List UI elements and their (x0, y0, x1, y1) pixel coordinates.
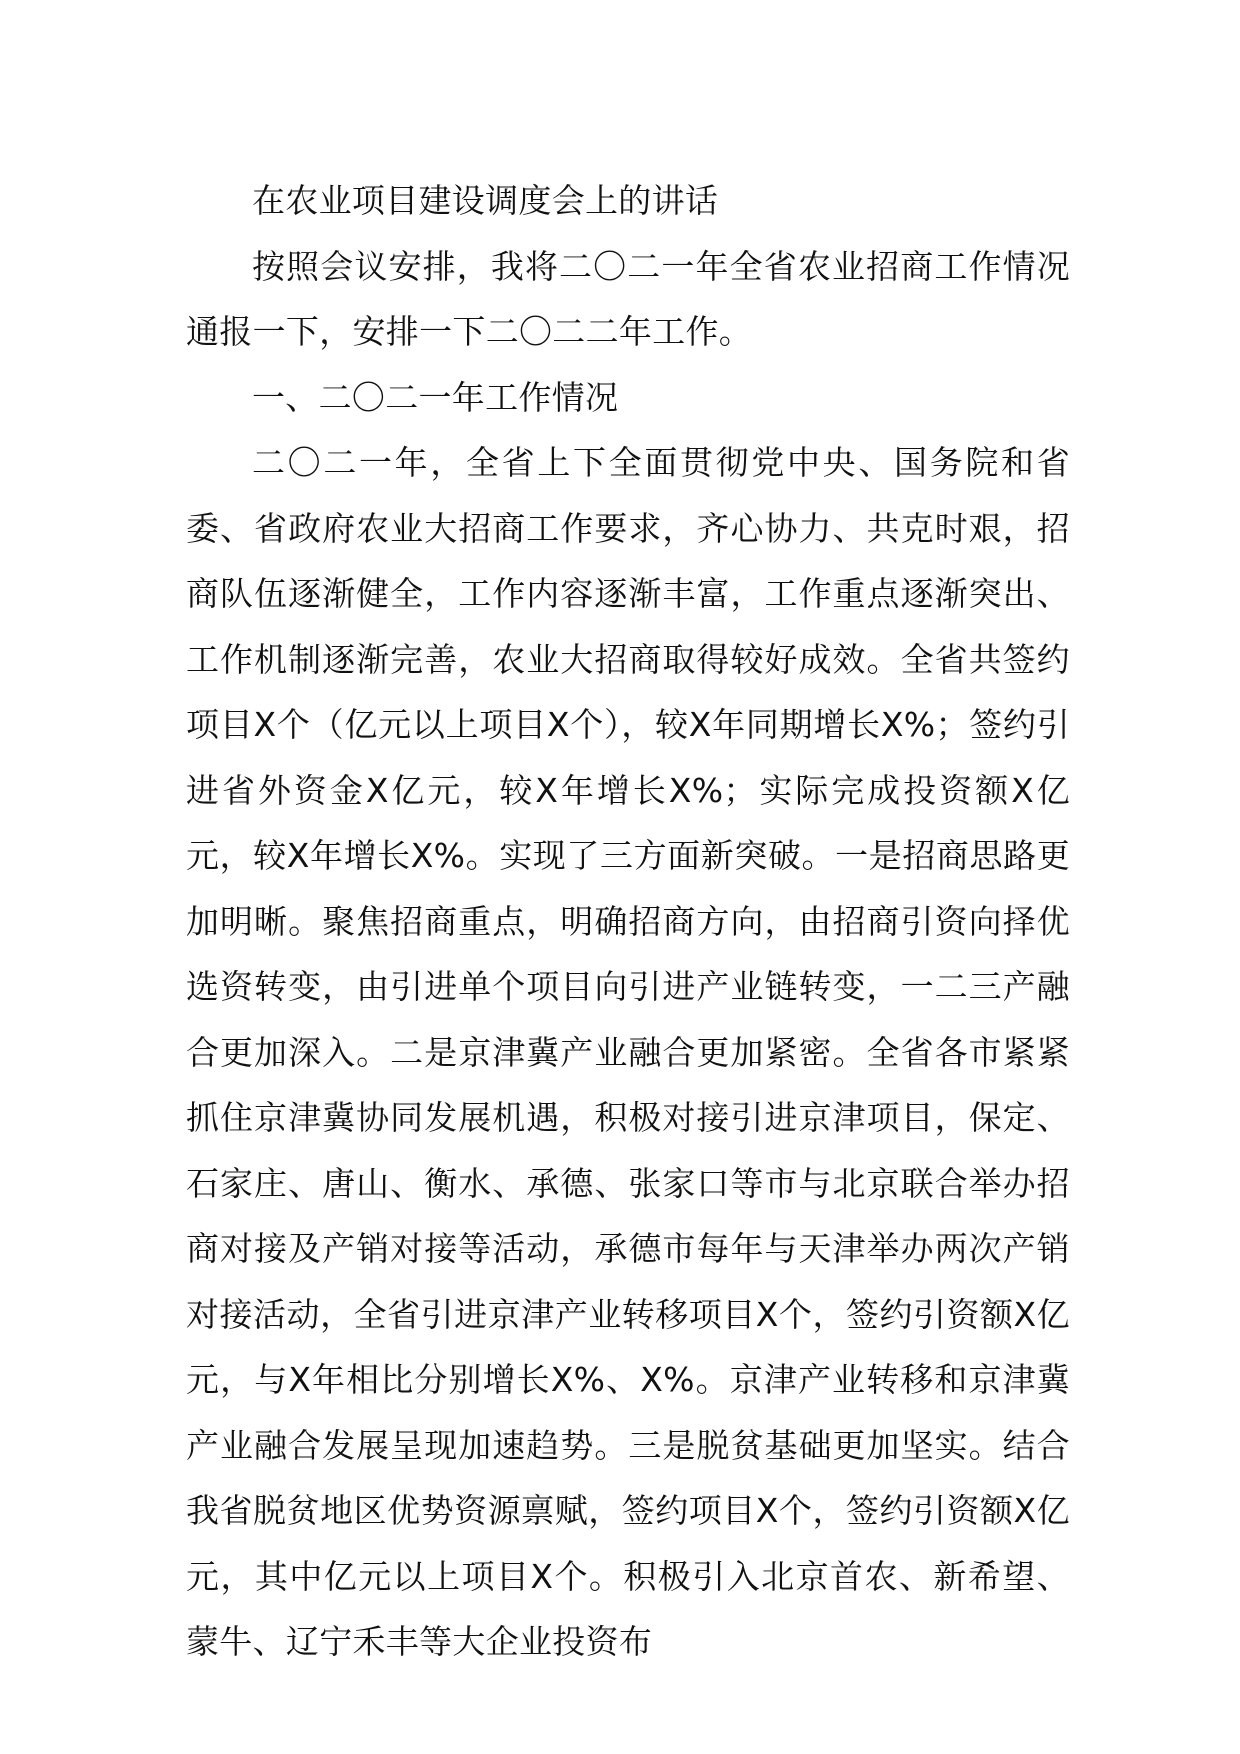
section-heading: 一、二〇二一年工作情况 (252, 377, 619, 417)
body-paragraph: 二〇二一年，全省上下全面贯彻党中央、国务院和省委、省政府农业大招商工作要求，齐心协力、共克时艰，招商队伍逐渐健全，工作内容逐渐丰富，工作重点逐渐突出、工作机制逐渐完善，农业大招商取得较好成效。全省共签约项目X个（亿元以上项目X个），较X年同期增长X%；签约引进省外资金X亿元，较X年增长X%；实际完成投资额X亿元，较X年增长X%。实现了三方面新突破。一是招商思路更加明晰。聚焦招商重点，明确招商方向，由招商引资向择优选资转变，由引进单个项目向引进产业链转变，一二三产融合更加深入。二是京津冀产业融合更加紧密。全省各市紧紧抓住京津冀协同发展机遇，积极对接引进京津项目，保定、石家庄、唐山、衡水、承德、张家口等市与北京联合举办招商对接及产销对接等活动，承德市每年与天津举办两次产销对接活动，全省引进京津产业转移项目X个，签约引资额X亿元，与X年相比分别增长X%、X%。京津产业转移和京津冀产业融合发展呈现加速趋势。三是脱贫基础更加坚实。结合我省脱贫地区优势资源禀赋，签约项目X个，签约引资额X亿元，其中亿元以上项目X个。积极引入北京首农、新希望、蒙牛、辽宁禾丰等大企业投资布 (186, 443, 1070, 1661)
document-title: 在农业项目建设调度会上的讲话 (252, 181, 719, 220)
intro-paragraph: 按照会议安排，我将二〇二一年全省农业招商工作情况通报一下，安排一下二〇二二年工作。 (186, 246, 1070, 351)
document-body (186, 168, 1070, 1675)
